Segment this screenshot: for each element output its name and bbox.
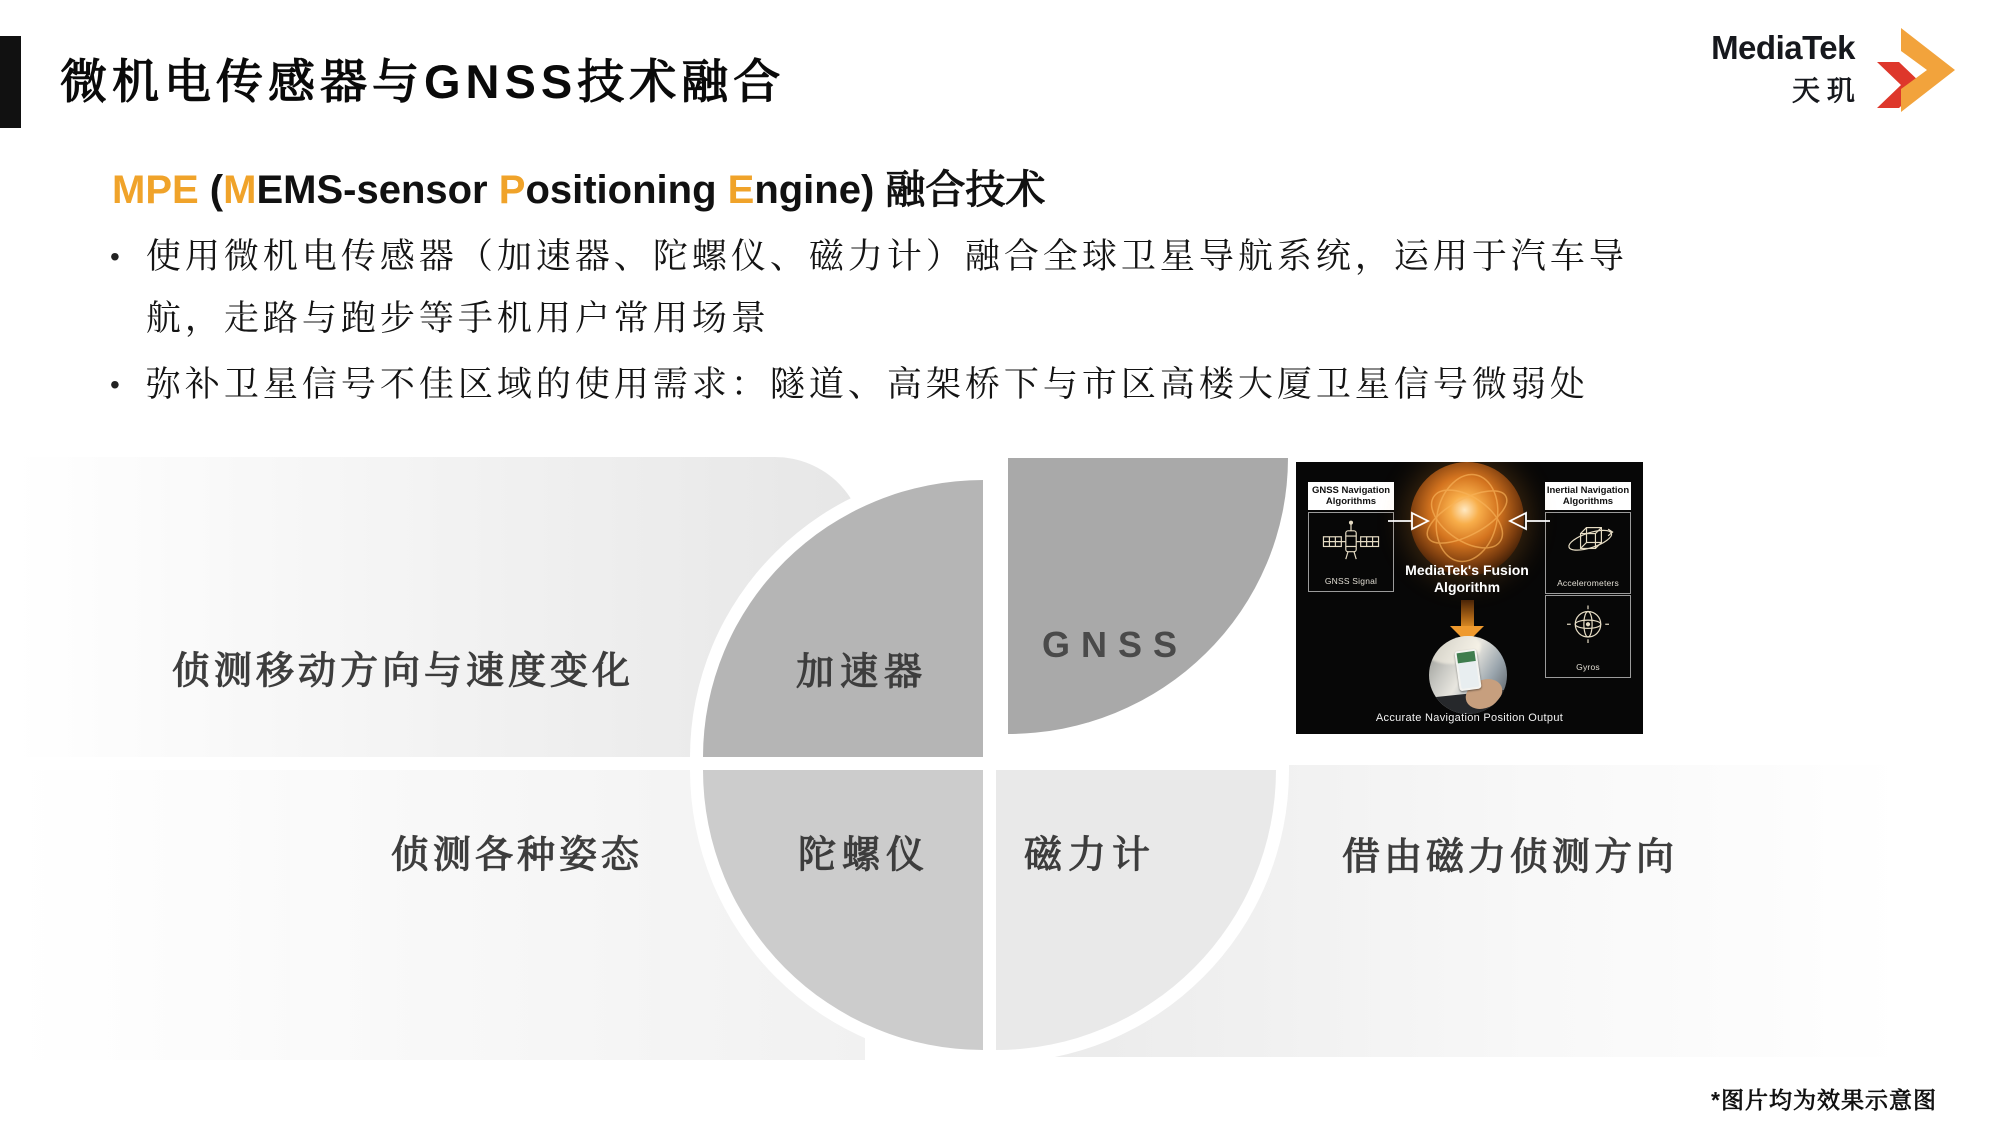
- photo-phone-screen-header: [1457, 651, 1476, 663]
- mediatek-arrow-icon: [1875, 26, 1955, 114]
- label-detect-motion: 侦测移动方向与速度变化: [171, 650, 635, 693]
- heading-segment: ositioning: [525, 168, 728, 212]
- mediatek-logo: [1711, 26, 1955, 114]
- gyroscope-icon: [1561, 603, 1615, 647]
- label-magnetometer: 磁力计: [1023, 834, 1157, 877]
- arrow-into-sphere-left-icon: [1388, 510, 1430, 532]
- heading-segment: E: [727, 168, 755, 212]
- bullet-text: • 使用微机电传感器（加速器、陀螺仪、磁力计）融合全球卫星导航系统，运用于汽车导航，走路与跑步等手机用户常用场景: [145, 237, 1628, 338]
- heading-segment: P: [498, 168, 526, 212]
- arrow-into-sphere-right-icon: [1508, 510, 1550, 532]
- photo-phone-screen: [1457, 651, 1480, 689]
- label-accelerometer: 加速器: [795, 651, 929, 694]
- mpe-heading: [112, 158, 1045, 215]
- gnss-signal-caption: GNSS Signal: [1324, 576, 1378, 586]
- gnss-nav-title: GNSS Navigation Algorithms: [1308, 482, 1394, 510]
- bullet-list: [110, 226, 1651, 420]
- accelerometers-caption: Accelerometers: [1557, 578, 1619, 588]
- label-detect-direction: 借由磁力侦测方向: [1341, 836, 1679, 879]
- page-title: 微机电传感器与GNSS技术融合: [60, 55, 786, 108]
- quadrant-gnss: [1008, 458, 1288, 734]
- accelerometer-icon: [1556, 520, 1620, 562]
- gyros-caption: Gyros: [1576, 662, 1600, 672]
- bullet-item: [110, 226, 1651, 350]
- logo-brand-text: MediaTek: [1711, 29, 1855, 67]
- logo-subbrand-text: 天玑: [1791, 74, 1862, 106]
- title-accent-bar: [0, 36, 21, 128]
- heading-segment: (: [198, 168, 224, 212]
- navigation-phone-photo: [1429, 636, 1507, 714]
- image-disclaimer-footnote: *图片均为效果示意图: [1711, 1087, 1937, 1113]
- label-gyroscope: 陀螺仪: [797, 834, 931, 877]
- inertial-nav-title: Inertial Navigation Algorithms: [1545, 482, 1631, 510]
- heading-segment: MPE: [112, 168, 199, 212]
- heading-segment: M: [223, 168, 257, 212]
- logo-wordmark: [1711, 29, 1862, 109]
- fusion-bottom-caption: Accurate Navigation Position Output: [1375, 712, 1564, 724]
- label-detect-posture: 侦测各种姿态: [390, 834, 644, 877]
- heading-segment: EMS-sensor: [256, 168, 499, 212]
- fusion-algorithm-image: [1296, 462, 1643, 734]
- gyros-box: [1545, 595, 1631, 678]
- bullet-text: • 弥补卫星信号不佳区域的使用需求：隧道、高架桥下与市区高楼大厦卫星信号微弱处: [145, 365, 1589, 404]
- fusion-center-title: MediaTek's Fusion Algorithm: [1405, 562, 1529, 595]
- down-arrow-icon: [1461, 600, 1474, 627]
- photo-phone: [1454, 649, 1481, 692]
- label-gnss: GNSS: [1041, 624, 1189, 665]
- bullet-item: [110, 354, 1651, 416]
- heading-segment: ngine) 融合技术: [754, 168, 1046, 212]
- accelerometers-box: [1545, 512, 1631, 594]
- satellite-icon: [1319, 520, 1383, 564]
